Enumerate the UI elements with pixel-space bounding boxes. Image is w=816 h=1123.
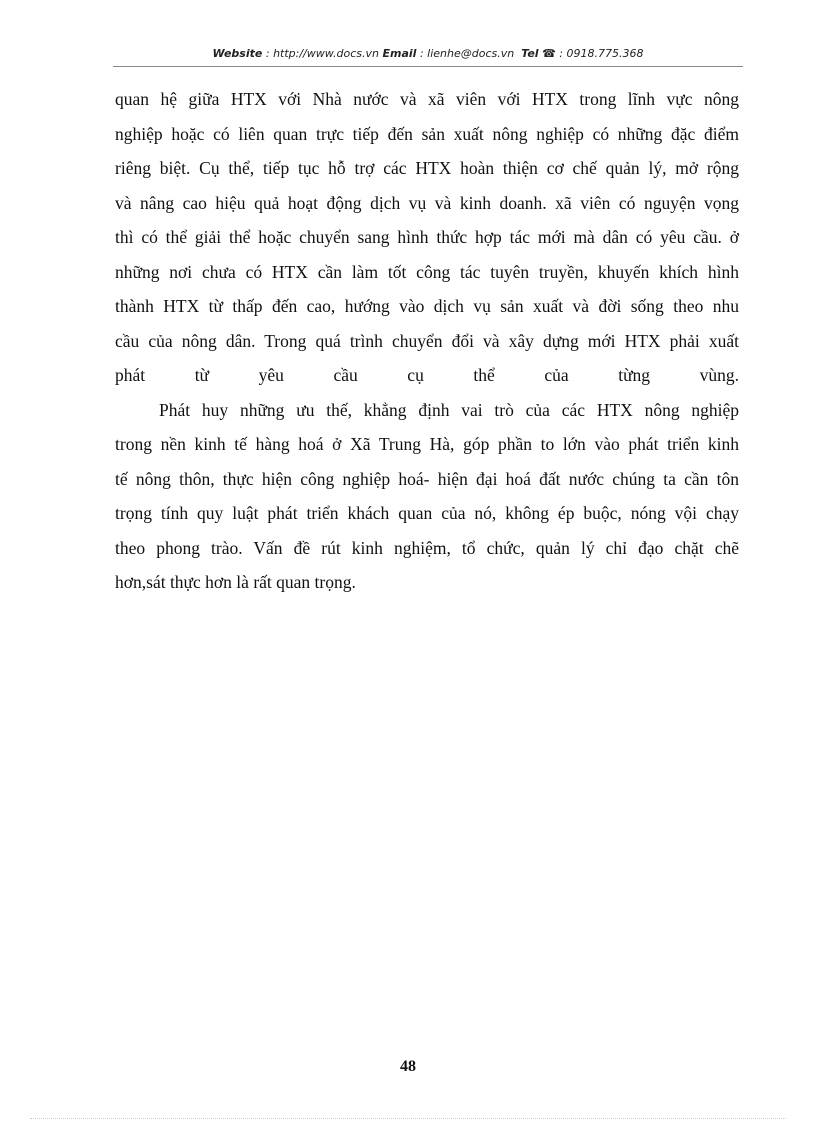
text-line: cầu của nông dân. Trong quá trình chuyển đổi và xây dựng mới HTX phải xuất (115, 330, 739, 351)
page-header (113, 47, 743, 67)
header-divider (113, 66, 743, 67)
email-address[interactable]: lienhe@docs.vn (427, 47, 515, 60)
text-line: Phát huy những ưu thế, khẳng định vai trò của các HTX nông nghiệp (159, 399, 739, 420)
paragraph-2 (115, 393, 739, 600)
page-number: 48 (400, 1058, 416, 1075)
text-line: trọng tính quy luật phát triển khách quan của nó, không ép buộc, nóng vội chạy (115, 503, 739, 523)
document-body (115, 82, 739, 600)
page-bottom-border (30, 1118, 786, 1119)
text-line: tế nông thôn, thực hiện công nghiệp hoá- hiện đại hoá đất nước chúng ta cần tôn (115, 468, 739, 489)
text-line: những nơi chưa có HTX cần làm tốt công tác tuyên truyền, khuyến khích hình (115, 261, 739, 282)
text-line: quan hệ giữa HTX với Nhà nước và xã viên với HTX trong lĩnh vực nông (115, 89, 739, 109)
text-line: hơn,sát thực hơn là rất quan trọng. (115, 572, 356, 592)
text-line: phát từ yêu cầu cụ thể của từng vùng. (115, 365, 739, 385)
email-separator: : (416, 47, 428, 60)
website-label: Website (212, 47, 263, 60)
text-line: trong nền kinh tế hàng hoá ở Xã Trung Hà, góp phần to lớn vào phát triển kinh (115, 434, 739, 454)
tel-number: : 0918.775.368 (555, 47, 644, 60)
text-line: thành HTX từ thấp đến cao, hướng vào dịch vụ sản xuất và đời sống theo nhu (115, 296, 739, 316)
website-separator: : (262, 47, 274, 60)
text-line: và nâng cao hiệu quả hoạt động dịch vụ và kinh doanh. xã viên có nguyện vọng (115, 192, 739, 213)
phone-icon: ☎ (542, 47, 556, 60)
website-url[interactable]: http://www.docs.vn (273, 47, 380, 60)
text-line: theo phong trào. Vấn đề rút kinh nghiệm, tổ chức, quản lý chỉ đạo chặt chẽ (115, 537, 739, 558)
email-label: Email (382, 47, 417, 60)
text-line: thì có thể giải thể hoặc chuyển sang hình thức hợp tác mới mà dân có yêu cầu. ở (115, 227, 739, 247)
text-line: nghiệp hoặc có liên quan trực tiếp đến sản xuất nông nghiệp có những đặc điểm (115, 123, 739, 144)
paragraph-1 (115, 82, 739, 393)
tel-label: Tel (521, 47, 539, 60)
text-line: riêng biệt. Cụ thể, tiếp tục hỗ trợ các HTX hoàn thiện cơ chế quản lý, mở rộng (115, 158, 739, 178)
